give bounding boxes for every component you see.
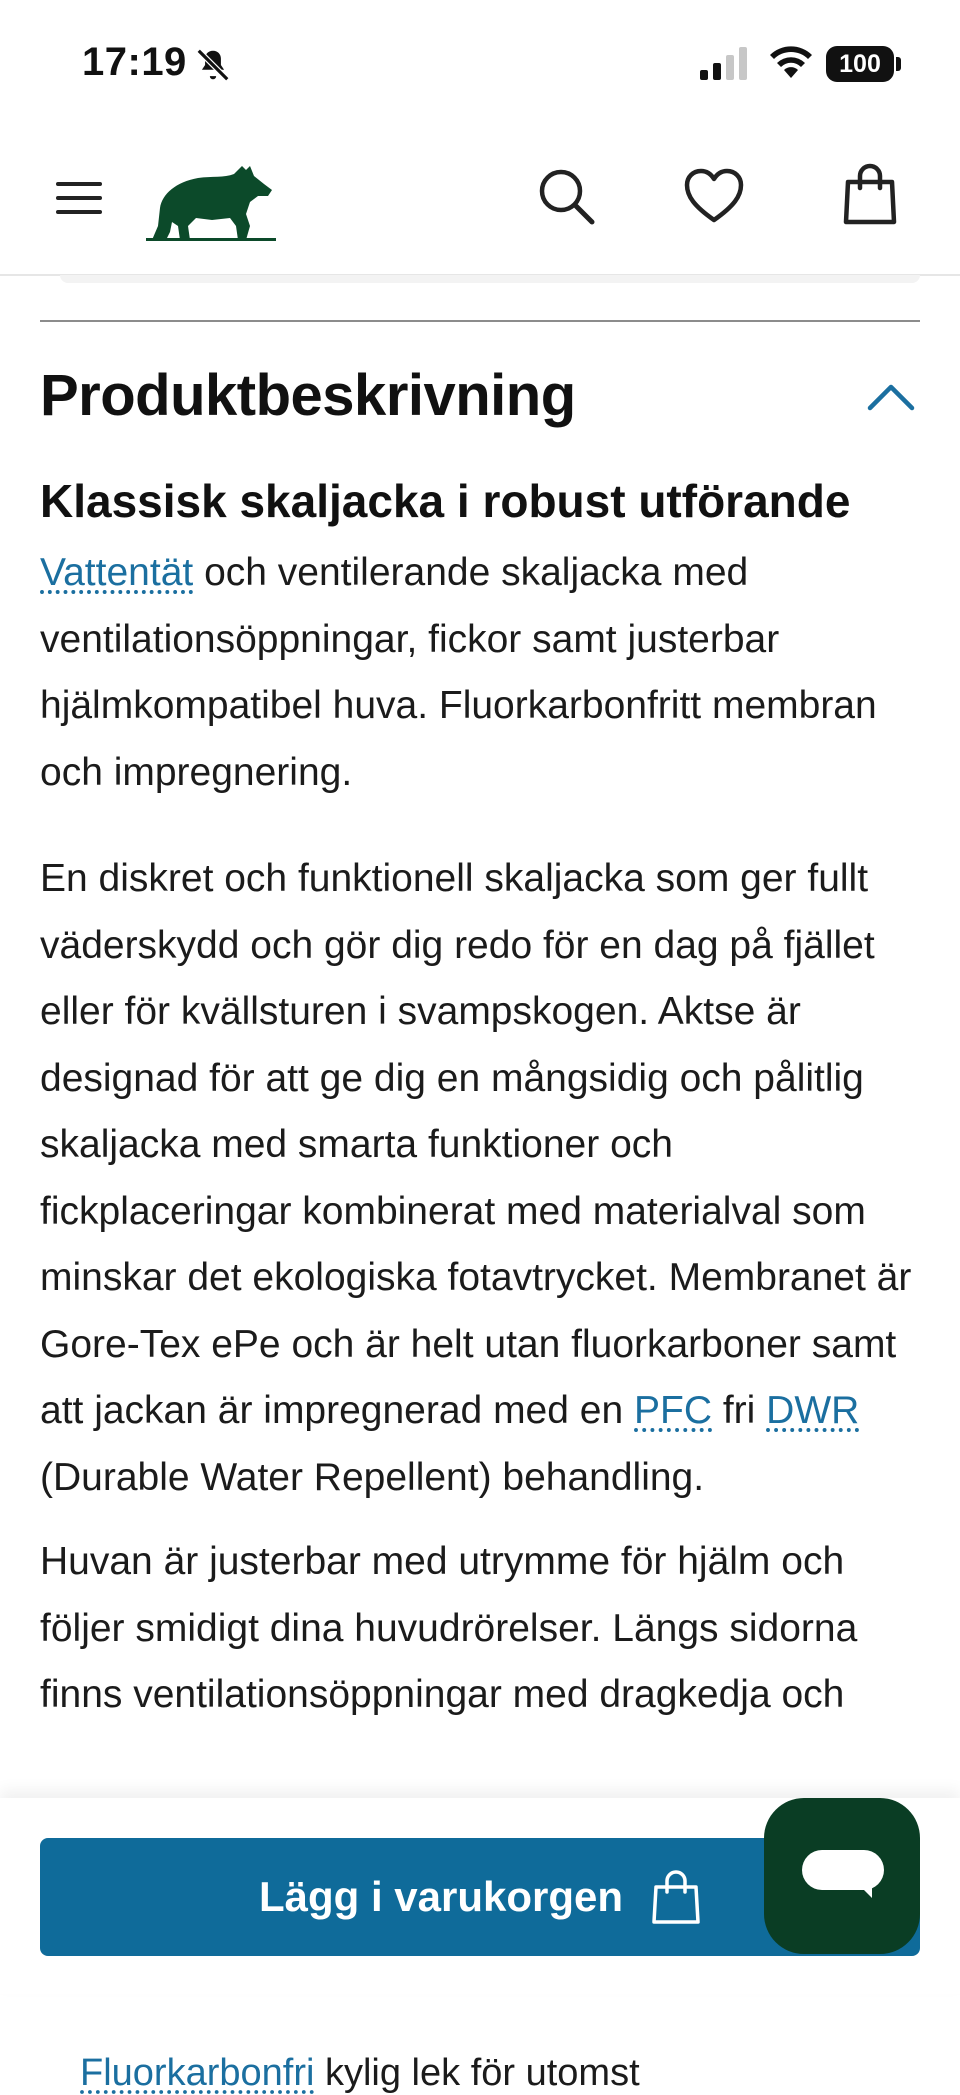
menu-icon[interactable] — [54, 176, 104, 220]
cellular-signal-icon — [700, 46, 752, 80]
link-vattentat[interactable]: Vattentät — [40, 551, 194, 594]
battery-icon — [826, 46, 894, 82]
shopping-bag-icon[interactable] — [842, 162, 898, 226]
bell-slash-icon — [194, 46, 232, 84]
heart-icon[interactable] — [684, 168, 744, 224]
paragraph-text: fri — [712, 1389, 767, 1432]
battery-level: 100 — [839, 49, 881, 78]
chevron-up-icon[interactable] — [866, 380, 916, 414]
shopping-bag-icon — [651, 1869, 701, 1925]
status-time: 17:19 — [82, 40, 187, 84]
product-description — [40, 470, 930, 1769]
description-subheading: Klassisk skaljacka i robust utförande — [40, 475, 851, 527]
chat-bubble-icon — [802, 1850, 884, 1898]
paragraph-text: (Durable Water Repellent) behandling. — [40, 1455, 705, 1499]
chat-button[interactable] — [764, 1798, 920, 1954]
description-paragraph-2 — [40, 846, 930, 1511]
footer-peek-text: kylig lek för utomst — [314, 2052, 640, 2094]
footer-text-peek — [80, 2052, 640, 2095]
wifi-icon — [768, 42, 814, 82]
section-divider — [40, 320, 920, 322]
link-pfc[interactable]: PFC — [634, 1389, 712, 1432]
link-fluorkarbonfri[interactable]: Fluorkarbonfri — [80, 2052, 315, 2094]
battery-tip — [896, 57, 901, 71]
section-heading[interactable]: Produktbeskrivning — [40, 363, 576, 428]
bear-logo[interactable] — [146, 156, 276, 242]
paragraph-text: En diskret och funktionell skaljacka som ger fullt väderskydd och gör dig redo för en dag på fjället eller för kvällsturen i svampskogen. Aktse är designad för att ge dig en mångsidig och pålitlig skaljacka med smarta funktioner och fickplaceringar kombinerat med materialval som minskar det ekologiska fotavtrycket. Membranet är Gore-Tex ePe och är helt utan fluorkarboner samt att jackan är impregnerad med en — [40, 857, 912, 1432]
search-icon[interactable] — [536, 166, 596, 226]
description-paragraph-1 — [40, 540, 930, 806]
description-paragraph-3: Huvan är justerbar med utrymme för hjälm och följer smidigt dina huvudrörelser. Längs sidorna finns ventilationsöppningar med dragkedja och — [40, 1540, 858, 1716]
link-dwr[interactable]: DWR — [766, 1389, 860, 1432]
site-header — [0, 128, 960, 276]
previous-card-edge — [60, 275, 920, 283]
paragraph-text: och ventilerande skaljacka med ventilationsöppningar, fickor samt justerbar hjälmkompatibel huva. Fluorkarbonfritt membran och impregnering. — [40, 551, 877, 794]
add-to-cart-label: Lägg i varukorgen — [258, 1873, 624, 1920]
status-bar — [0, 0, 960, 128]
